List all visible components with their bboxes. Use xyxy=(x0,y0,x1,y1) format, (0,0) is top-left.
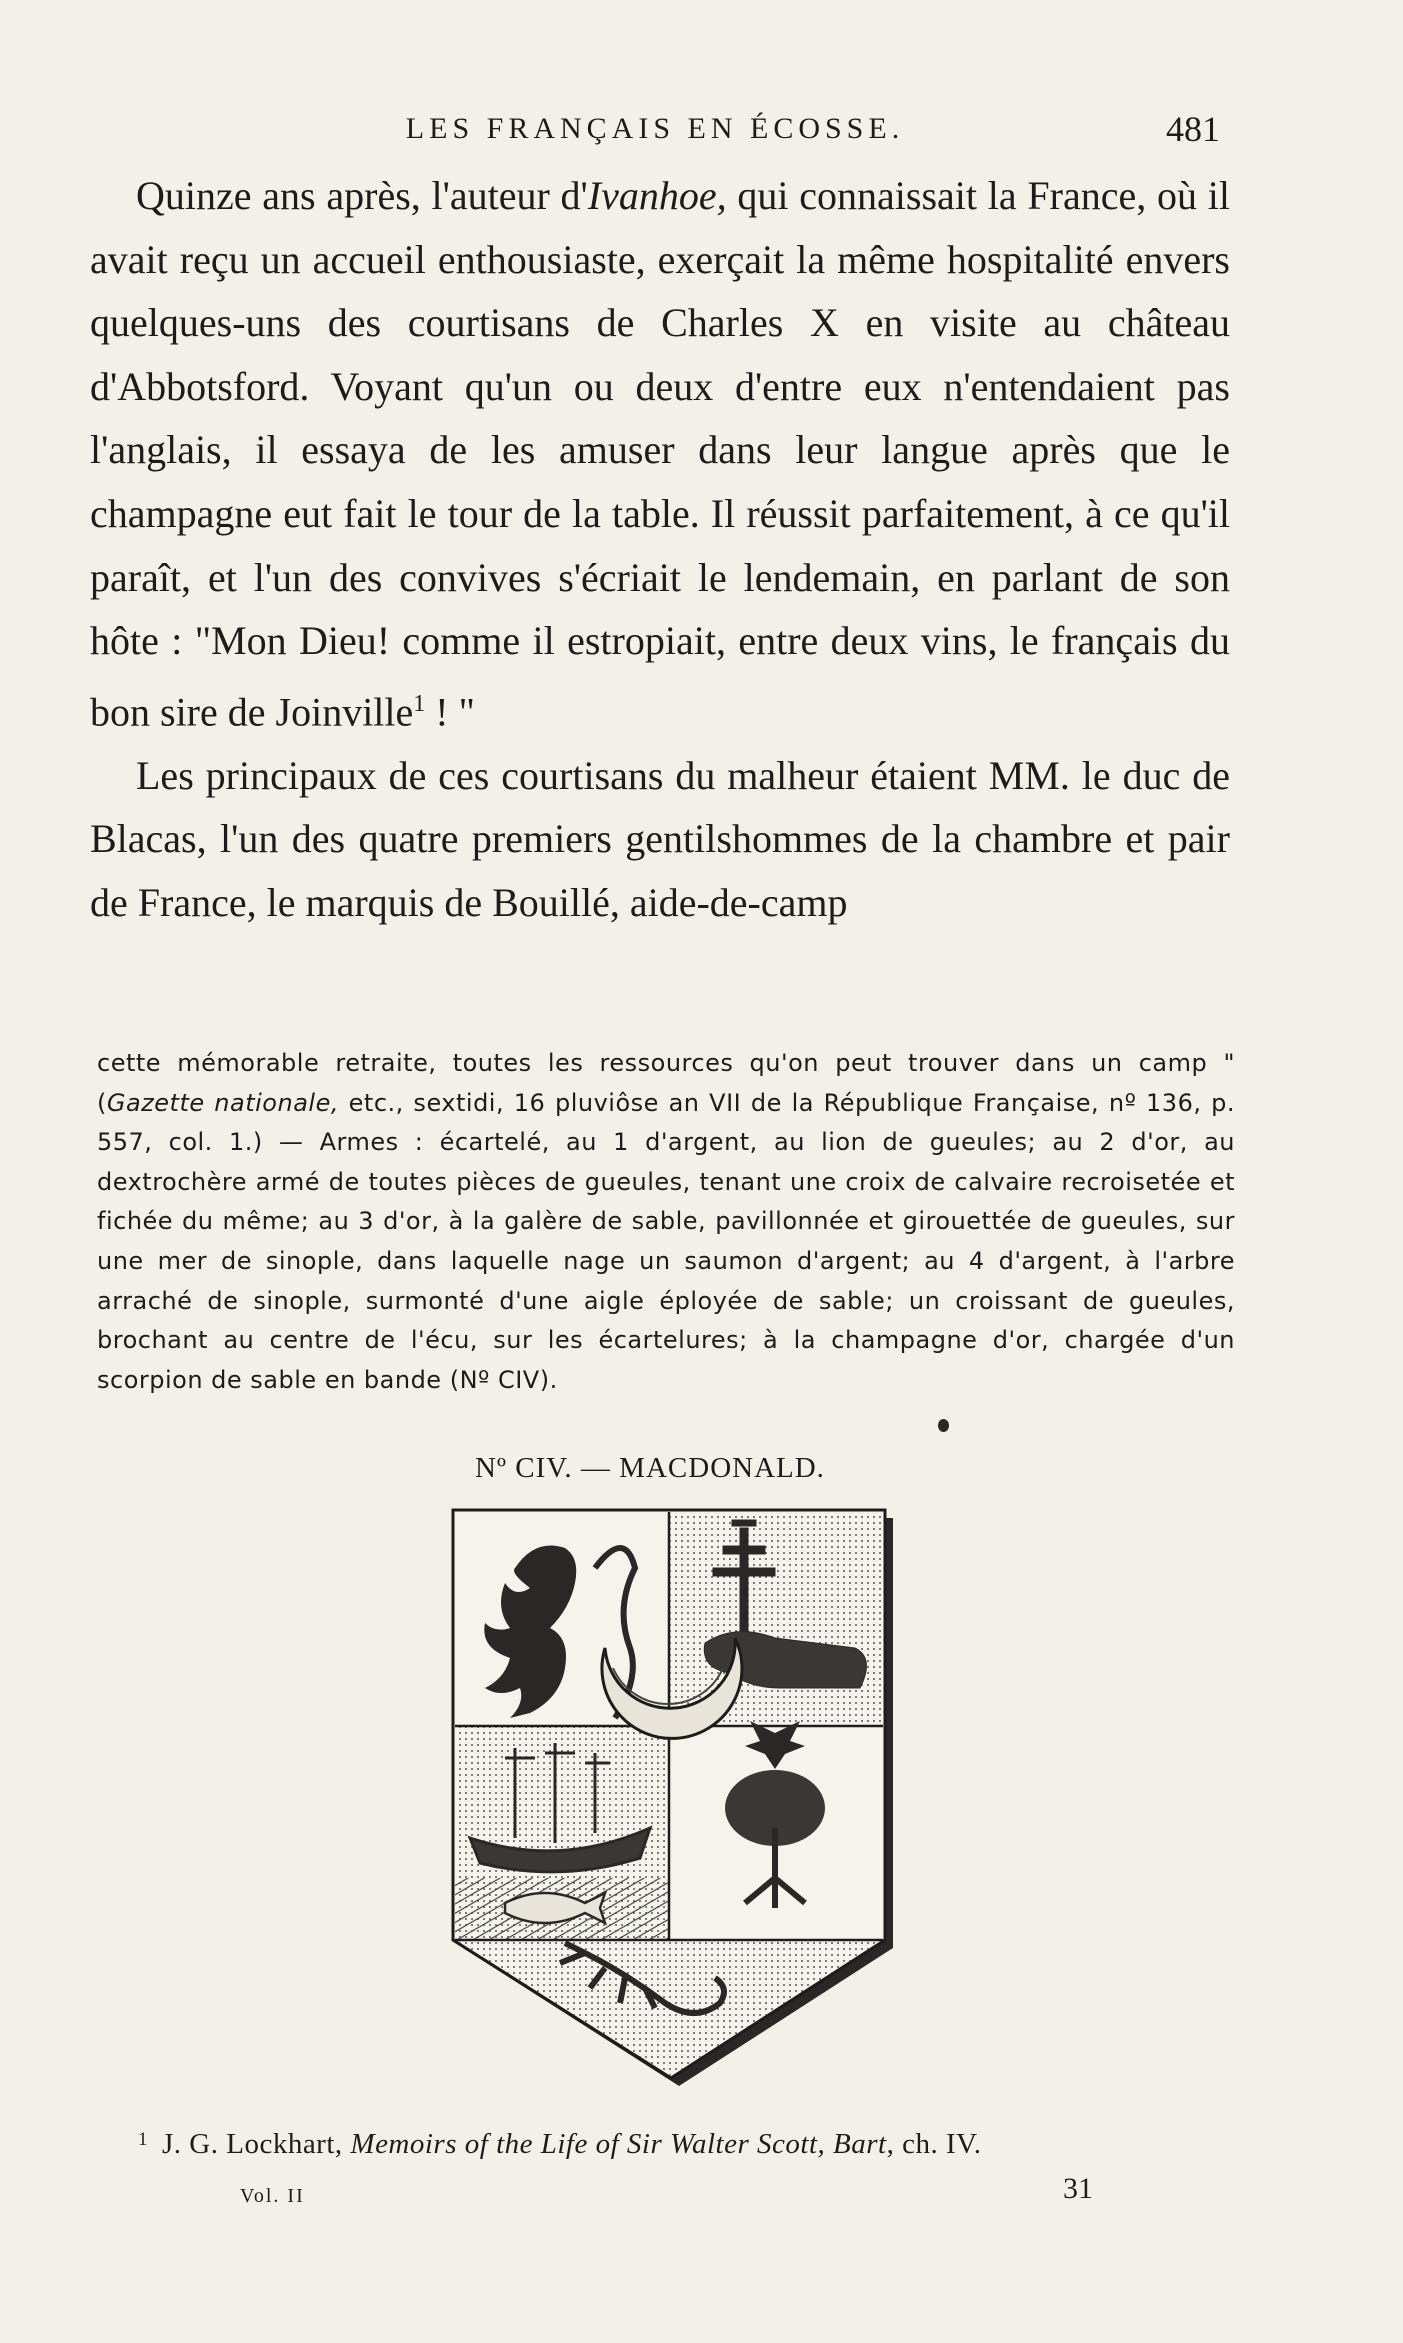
p1-closing: ! " xyxy=(425,689,475,735)
paragraph-abbotsford xyxy=(90,164,1230,744)
figure-caption: Nº CIV. — MACDONALD. xyxy=(475,1452,825,1484)
footnote-author: J. G. Lockhart, xyxy=(162,2128,351,2160)
running-title: LES FRANÇAIS EN ÉCOSSE. xyxy=(405,112,905,145)
main-text xyxy=(90,164,1230,934)
volume-signature: Vol. II xyxy=(240,2185,305,2207)
running-header xyxy=(90,108,1220,148)
coat-of-arms-figure xyxy=(445,1508,895,2088)
heraldic-note xyxy=(97,1044,1235,1400)
p1-text-start: Quinze ans après, l'auteur d' xyxy=(136,173,588,218)
footnote-reference[interactable]: 1 xyxy=(413,690,426,717)
paragraph-courtisans: Les principaux de ces courtisans du malheur étaient MM. le duc de Blacas, l'un des quatre premiers gentilshommes de la chambre et pair de France, le marquis de Bouillé, aide-de-camp xyxy=(90,752,1230,925)
note-blazon: etc., sextidi, 16 pluviôse an VII de la République Française, nº 136, p. 557, col. 1.) — Armes : écartelé, au 1 d'argent, au lion de gueules; au 2 d'or, au dextrochère armé de toutes pièces de gueules, tenant une croix de calvaire recroisetée et fichée du même; au 3 d'or, à la galère de sable, pavillonnée et girouettée de gueules, sur une mer de sinople, dans laquelle nage un saumon d'argent; au 4 d'argent, à l'arbre arraché de sinople, surmonté d'une aigle éployée de sable; un croissant de gueules, brochant au centre de l'écu, sur les écartelures; à la champagne d'or, chargée d'un scorpion de sable en bande (Nº CIV). xyxy=(97,1088,1236,1394)
p1-text-main: qui connaissait la France, où il avait reçu un accueil enthousiaste, exerçait la même hospitalité envers quelques-uns des courtisans de Charles X en visite au château d'Abbotsford. Voyant qu'un ou deux d'entre eux n'entendaient pas l'anglais, il essaya de les amuser dans leur langue après que le champagne eut fait le tour de la table. Il réussit parfaitement, à ce qu'il paraît, et l'un des convives s'écriait le lendemain, en parlant de son hôte : "Mon Dieu! comme il estropiait, entre deux vins, le français du bon sire de Joinville xyxy=(90,173,1230,735)
ink-dot xyxy=(938,1419,949,1432)
footnote-mark: 1 xyxy=(138,2129,148,2150)
note-gazette: Gazette nationale, xyxy=(106,1088,339,1117)
macdonald-shield xyxy=(445,1508,895,2088)
page-number: 481 xyxy=(1166,109,1220,149)
sheet-signature: 31 xyxy=(1063,2172,1093,2205)
footnote xyxy=(138,2128,1238,2161)
footnote-tail: , ch. IV. xyxy=(886,2128,982,2160)
footnote-title: Memoirs of the Life of Sir Walter Scott, Bart xyxy=(350,2128,887,2160)
note-lead: cette mémorable retraite, toutes les ressources qu'on peut trouver dans un camp " ( xyxy=(97,1049,1235,1117)
p1-italic-title: Ivanhoe, xyxy=(587,173,727,218)
